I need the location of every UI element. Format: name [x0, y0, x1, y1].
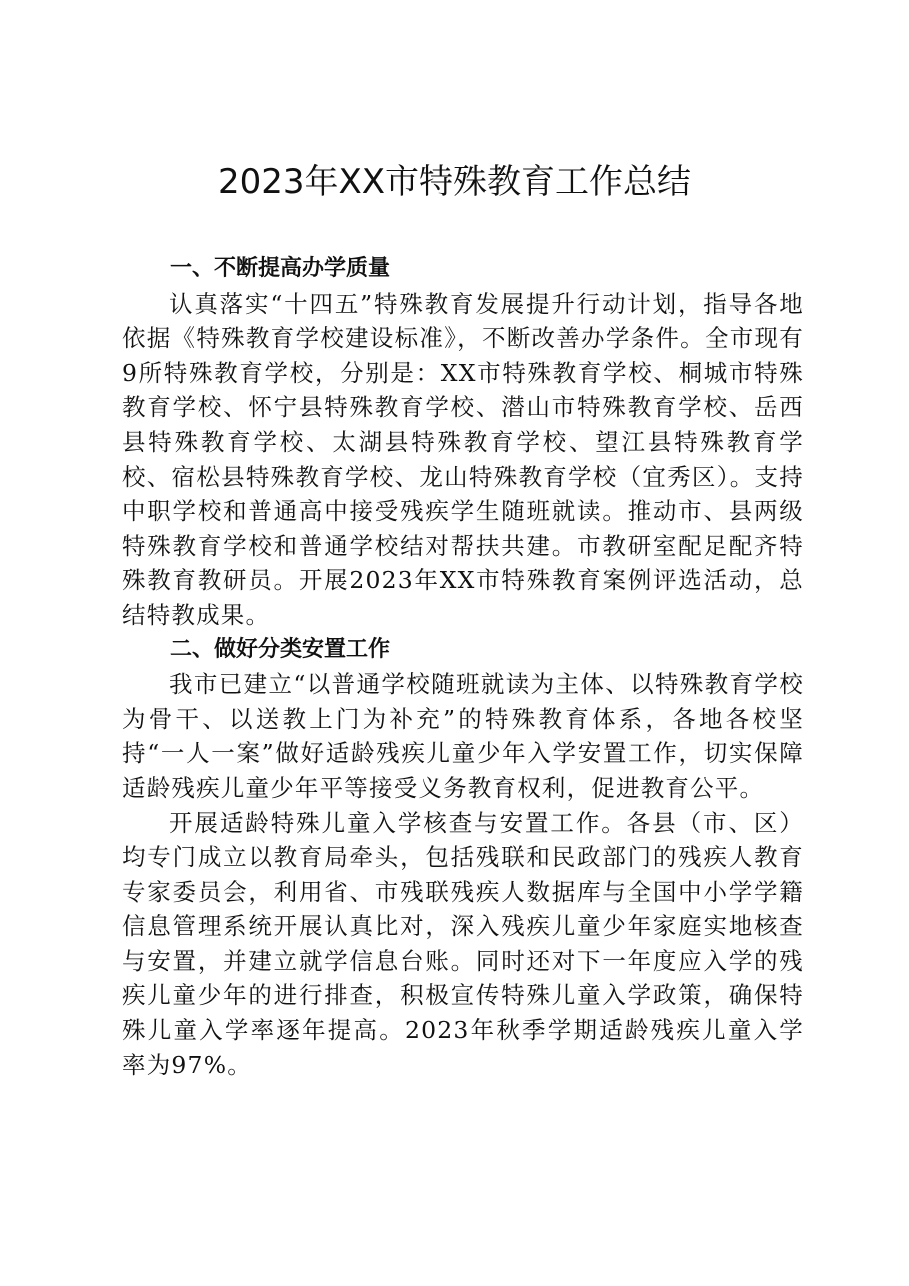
body-paragraph: 我市已建立“以普通学校随班就读为主体、以特殊教育学校为骨干、以送教上门为补充”的特殊教育体系，各地各校坚持“一人一案”做好适龄残疾儿童少年入学安置工作，切实保障适龄残疾儿童少年平等接受义务教育权利，促进教育公平。 [122, 670, 804, 802]
section-school-quality [122, 252, 804, 633]
body-paragraph: 认真落实“十四五”特殊教育发展提升行动计划，指导各地依据《特殊教育学校建设标准》，不断改善办学条件。全市现有9所特殊教育学校，分别是：XX市特殊教育学校、桐城市特殊教育学校、怀宁县特殊教育学校、潜山市特殊教育学校、岳西县特殊教育学校、太湖县特殊教育学校、望江县特殊教育学校、宿松县特殊教育学校、龙山特殊教育学校（宜秀区）。支持中职学校和普通高中接受残疾学生随班就读。推动市、县两级特殊教育学校和普通学校结对帮扶共建。市教研室配足配齐特殊教育教研员。开展2023年XX市特殊教育案例评选活动，总结特教成果。 [122, 289, 804, 629]
document-title: 2023年XX市特殊教育工作总结 [217, 162, 692, 202]
section-placement-work [122, 633, 804, 1083]
section-heading: 二、做好分类安置工作 [170, 636, 391, 662]
body-paragraph: 开展适龄特殊儿童入学核查与安置工作。各县（市、区）均专门成立以教育局牵头，包括残联和民政部门的残疾人教育专家委员会，利用省、市残联残疾人数据库与全国中小学学籍信息管理系统开展认真比对，深入残疾儿童少年家庭实地核查与安置，并建立就学信息台账。同时还对下一年度应入学的残疾儿童少年的进行排查，积极宣传特殊儿童入学政策，确保特殊儿童入学率逐年提高。2023年秋季学期适龄残疾儿童入学率为97%。 [122, 808, 804, 1079]
section-heading: 一、不断提高办学质量 [170, 256, 391, 281]
document-body [122, 252, 804, 1082]
